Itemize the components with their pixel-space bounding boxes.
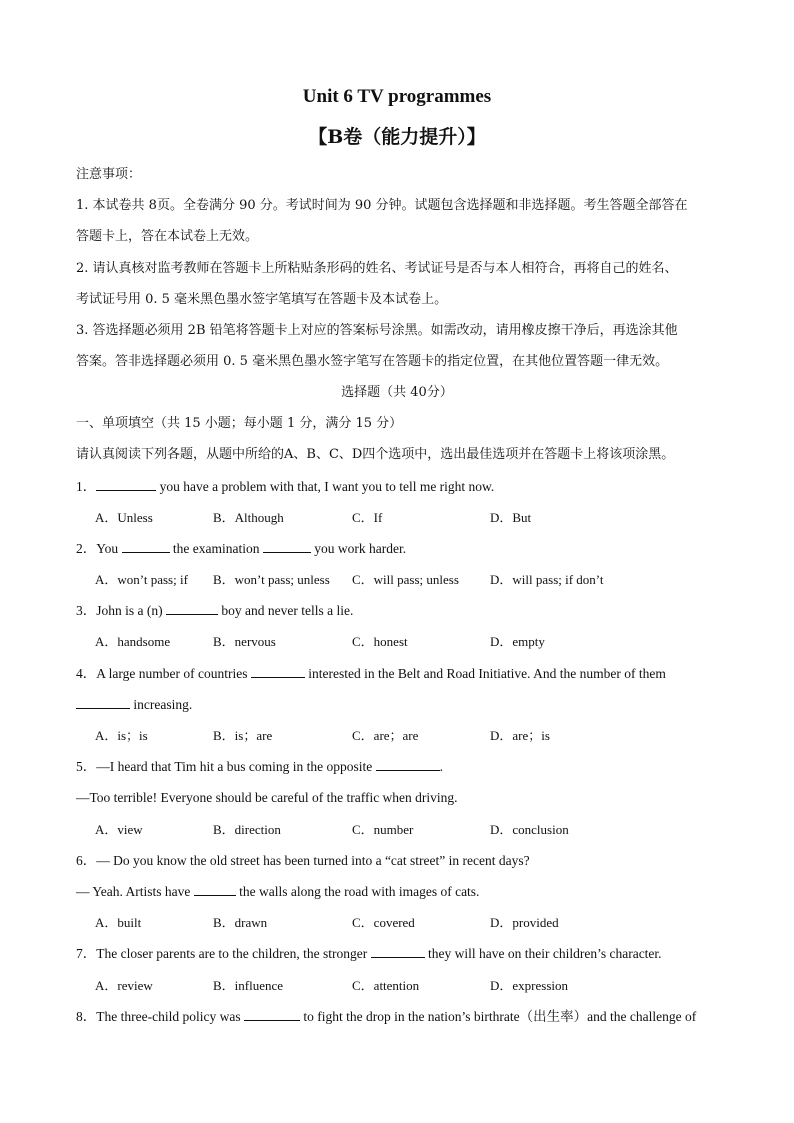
option-c: C．are；are: [352, 728, 419, 743]
option-a: A．review: [95, 978, 153, 993]
page-title: Unit 6 TV programmes: [302, 86, 492, 107]
option-b: B．direction: [213, 822, 281, 837]
question-number: 8．: [76, 1009, 97, 1024]
notice-line: 答题卡上，答在本试卷上无效。: [76, 229, 259, 244]
question-number: 7．: [76, 946, 97, 961]
option-a: A．view: [95, 822, 143, 837]
part-instruction: 请认真阅读下列各题，从题中所给的A、B、C、D四个选项中，选出最佳选项并在答题卡上将该项涂黑。: [76, 447, 675, 462]
question-number: 5．: [76, 759, 97, 774]
option-b: B．won’t pass; unless: [213, 572, 330, 587]
answer-blank: [166, 602, 218, 615]
option-d: D．will pass; if don’t: [490, 572, 604, 587]
answer-blank: [376, 758, 440, 771]
option-d: D．conclusion: [490, 822, 569, 837]
section-title: 选择题（共 40分）: [341, 385, 453, 400]
answer-blank: [96, 478, 156, 491]
notice-heading: 注意事项：: [76, 167, 142, 182]
question-stem: 8．The three-child policy was to fight the drop in the nation’s birthrate（出生率）and the challenge of: [76, 1009, 697, 1024]
answer-blank: [122, 540, 170, 553]
question-dialogue: —Too terrible! Everyone should be careful of the traffic when driving.: [76, 790, 458, 805]
question-number: 3．: [76, 603, 97, 618]
option-c: C．honest: [352, 634, 408, 649]
option-c: C．covered: [352, 915, 415, 930]
option-c: C．If: [352, 510, 383, 525]
option-b: B．Although: [213, 510, 284, 525]
question-stem: 2．You the examination you work harder.: [76, 541, 407, 556]
question-stem: 3．John is a (n) boy and never tells a lie.: [76, 603, 354, 618]
option-a: A．won’t pass; if: [95, 572, 188, 587]
answer-blank: [194, 883, 236, 896]
notice-line: 考试证号用 0. 5 毫米黑色墨水签字笔填写在答题卡及本试卷上。: [76, 292, 448, 307]
question-number: 4．: [76, 666, 97, 681]
answer-blank: [251, 665, 305, 678]
option-b: B．influence: [213, 978, 284, 993]
option-d: D．But: [490, 510, 532, 525]
answer-blank: [244, 1008, 300, 1021]
notice-line: 1. 本试卷共 8页。全卷满分 90 分。考试时间为 90 分钟。试题包含选择题和非选择题。考生答题全部答在: [76, 198, 688, 213]
question-number: 2．: [76, 541, 97, 556]
option-c: C．attention: [352, 978, 420, 993]
option-d: D．expression: [490, 978, 568, 993]
option-d: D．are；is: [490, 728, 550, 743]
notice-line: 2. 请认真核对监考教师在答题卡上所粘贴条形码的姓名、考试证号是否与本人相符合，再将自己的姓名、: [76, 261, 678, 276]
option-c: C．will pass; unless: [352, 572, 459, 587]
question-dialogue: — Yeah. Artists have the walls along the road with images of cats.: [76, 884, 480, 899]
option-a: A．handsome: [95, 634, 171, 649]
notice-line: 3. 答选择题必须用 2B 铅笔将答题卡上对应的答案标号涂黑。如需改动，请用橡皮擦干净后，再选涂其他: [76, 323, 678, 338]
option-c: C．number: [352, 822, 414, 837]
answer-blank: [76, 696, 130, 709]
part-heading: 一、单项填空（共 15 小题；每小题 1 分，满分 15 分）: [76, 416, 403, 431]
answer-blank: [263, 540, 311, 553]
option-a: A．built: [95, 915, 142, 930]
option-a: A．Unless: [95, 510, 153, 525]
page-subtitle: 【B卷（能力提升）】: [308, 126, 486, 148]
option-d: D．provided: [490, 915, 559, 930]
question-stem: 6．— Do you know the old street has been turned into a “cat street” in recent days?: [76, 853, 530, 868]
notice-line: 答案。答非选择题必须用 0. 5 毫米黑色墨水签字笔写在答题卡的指定位置，在其他位置答题一律无效。: [76, 354, 669, 369]
option-d: D．empty: [490, 634, 545, 649]
question-stem: 4．A large number of countries interested in the Belt and Road Initiative. And the number of them: [76, 666, 666, 681]
option-b: B．drawn: [213, 915, 268, 930]
question-stem: 7．The closer parents are to the children, the stronger they will have on their children’s character.: [76, 946, 662, 961]
option-b: B．is；are: [213, 728, 273, 743]
answer-blank: [371, 945, 425, 958]
option-a: A．is；is: [95, 728, 148, 743]
question-stem-continued: increasing.: [76, 696, 192, 714]
question-number: 1．: [76, 479, 97, 494]
question-stem: 5．—I heard that Tim hit a bus coming in the opposite .: [76, 759, 443, 774]
question-number: 6．: [76, 853, 97, 868]
option-b: B．nervous: [213, 634, 276, 649]
question-stem: 1． you have a problem with that, I want you to tell me right now.: [76, 479, 495, 494]
